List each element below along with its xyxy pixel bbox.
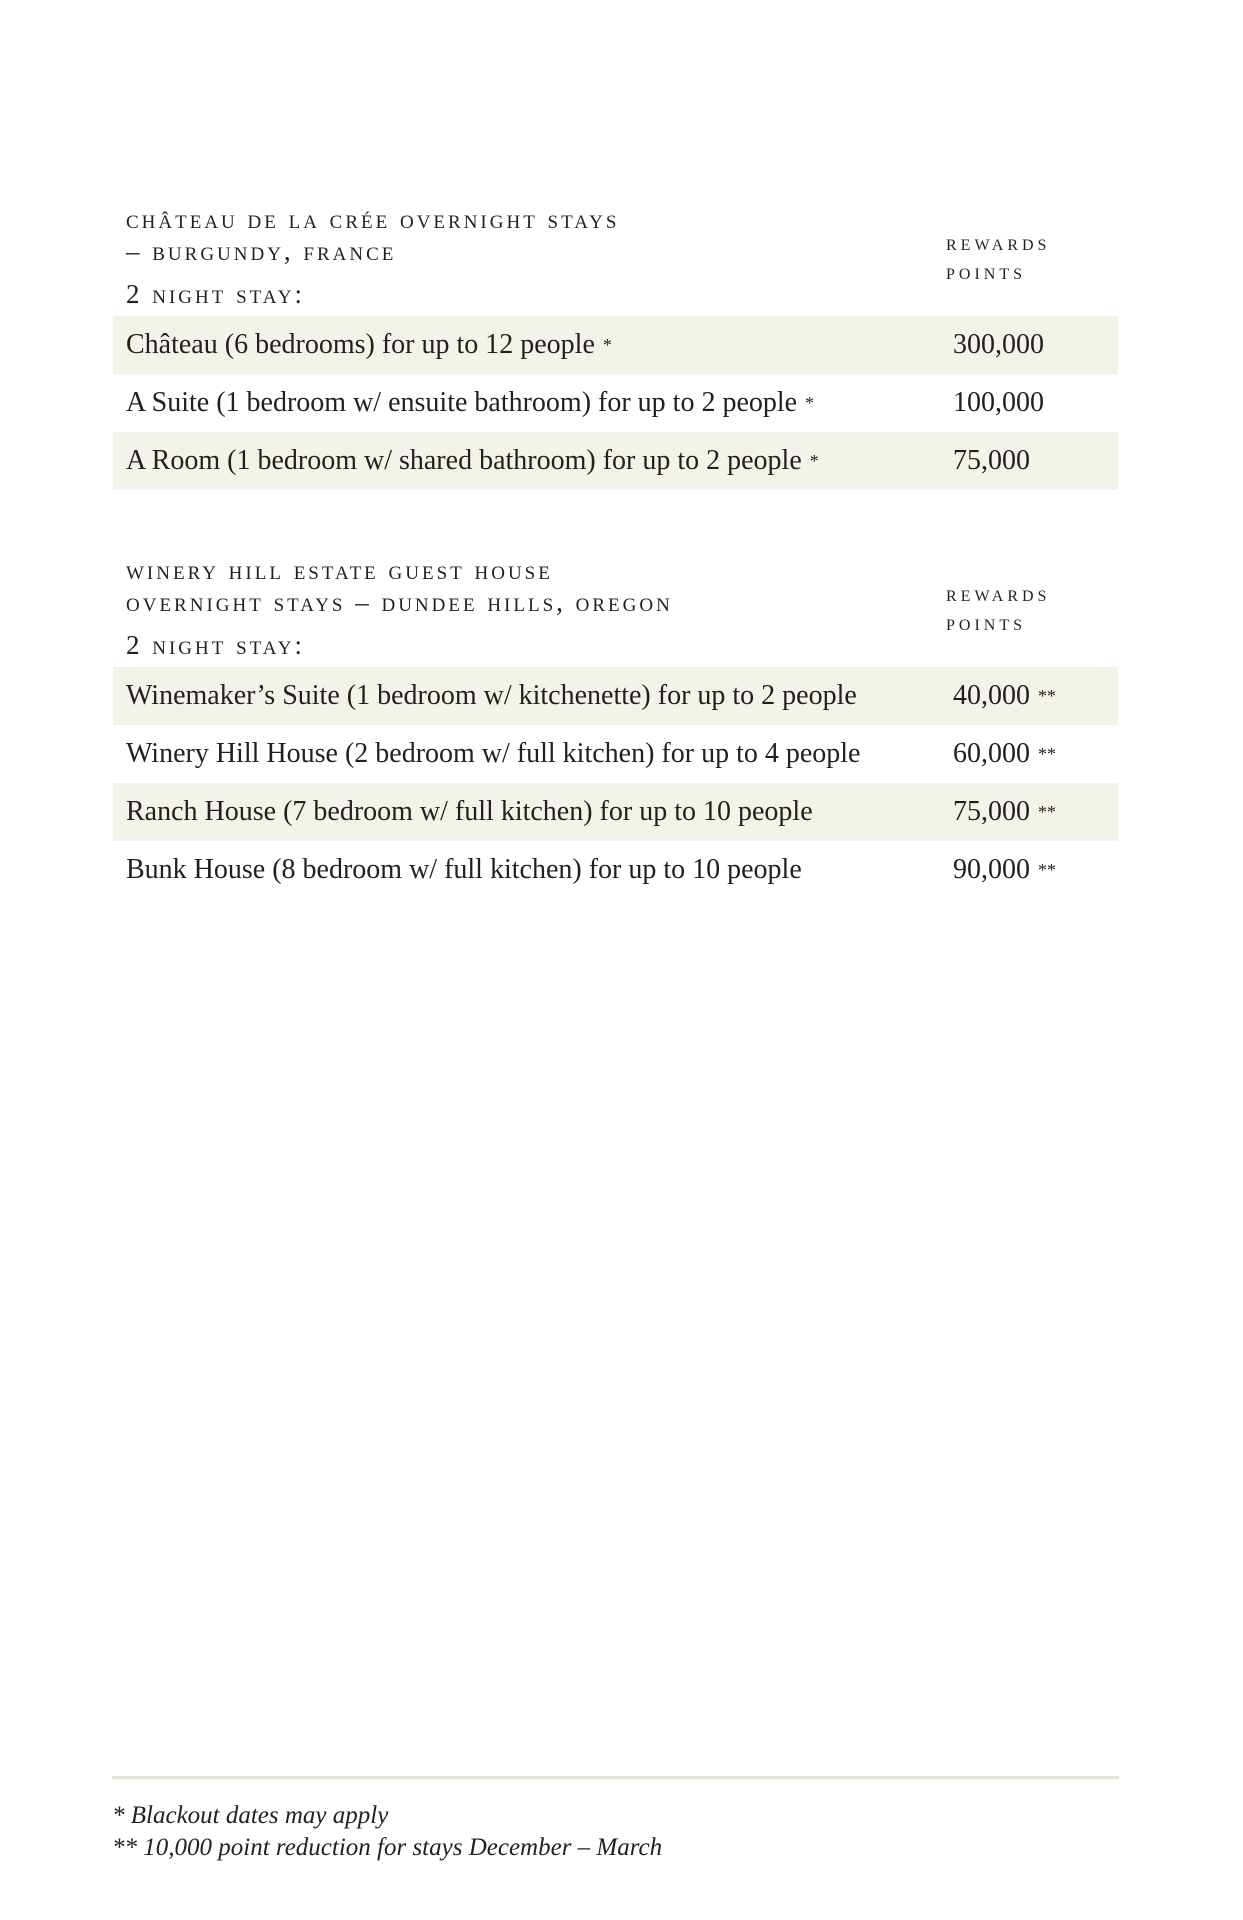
footnote-blackout: * Blackout dates may apply	[112, 1802, 389, 1829]
table-row	[113, 841, 1118, 899]
footnote-marker: **	[1038, 744, 1056, 764]
row-description-text: Ranch House (7 bedroom w/ full kitchen) for up to 10 people	[126, 796, 813, 827]
row-description-text: A Suite (1 bedroom w/ ensuite bathroom) for up to 2 people	[126, 387, 798, 418]
row-points-value: 100,000	[953, 387, 1044, 418]
section-subtitle: 2 night stay:	[126, 279, 305, 309]
row-points	[953, 316, 1052, 374]
row-points-value: 75,000	[953, 796, 1030, 827]
section-title-line-1: winery hill estate guest house	[126, 555, 553, 585]
footnote-divider	[112, 1776, 1119, 1779]
points-column-header	[946, 228, 1116, 286]
row-points-value: 75,000	[953, 445, 1030, 476]
row-description	[126, 725, 868, 783]
table-row	[113, 667, 1118, 725]
row-description	[126, 841, 810, 899]
row-points-value: 300,000	[953, 329, 1044, 360]
row-points-value: 90,000	[953, 854, 1030, 885]
footnote-reduction: ** 10,000 point reduction for stays December – March	[112, 1834, 663, 1861]
row-description-text: Château (6 bedrooms) for up to 12 people	[126, 329, 595, 360]
section-title	[126, 554, 886, 618]
section-title	[126, 203, 886, 267]
row-points	[953, 725, 1056, 783]
footnote-marker: **	[1038, 686, 1056, 706]
footnote-marker: *	[805, 393, 815, 413]
row-description-text: Winemaker’s Suite (1 bedroom w/ kitchenette) for up to 2 people	[126, 680, 857, 711]
footnote-marker: **	[1038, 860, 1056, 880]
points-column-header	[946, 579, 1116, 637]
footnote-marker: *	[602, 335, 612, 355]
points-header-line-2: points	[946, 610, 1027, 635]
row-description-text: A Room (1 bedroom w/ shared bathroom) for up to 2 people	[126, 445, 802, 476]
row-points	[953, 667, 1056, 725]
section-title-line-2: – burgundy, france	[126, 236, 397, 266]
section-subtitle: 2 night stay:	[126, 630, 305, 660]
table-row	[113, 316, 1118, 374]
footnotes	[112, 1800, 662, 1864]
footnote-marker: *	[809, 451, 819, 471]
row-description	[126, 783, 821, 841]
section-header	[113, 554, 1118, 667]
row-description	[126, 432, 819, 490]
points-header-line-2: points	[946, 259, 1027, 284]
section-title-line-2: overnight stays – dundee hills, oregon	[126, 587, 673, 617]
row-points	[953, 432, 1038, 490]
table-row	[113, 432, 1118, 490]
table-row	[113, 725, 1118, 783]
winery-hill-section	[113, 554, 1118, 899]
row-description	[126, 667, 865, 725]
row-points	[953, 841, 1056, 899]
row-points-value: 40,000	[953, 680, 1030, 711]
section-header	[113, 203, 1118, 316]
row-description-text: Bunk House (8 bedroom w/ full kitchen) for up to 10 people	[126, 854, 802, 885]
table-row	[113, 783, 1118, 841]
row-description	[126, 374, 814, 432]
points-header-line-1: rewards	[946, 230, 1051, 255]
footnote-marker: **	[1038, 802, 1056, 822]
row-description-text: Winery Hill House (2 bedroom w/ full kitchen) for up to 4 people	[126, 738, 861, 769]
row-points	[953, 783, 1056, 841]
table-row	[113, 374, 1118, 432]
row-description	[126, 316, 612, 374]
row-points-value: 60,000	[953, 738, 1030, 769]
row-points	[953, 374, 1052, 432]
points-header-line-1: rewards	[946, 581, 1051, 606]
chateau-section	[113, 203, 1118, 490]
section-title-line-1: château de la crée overnight stays	[126, 204, 620, 234]
